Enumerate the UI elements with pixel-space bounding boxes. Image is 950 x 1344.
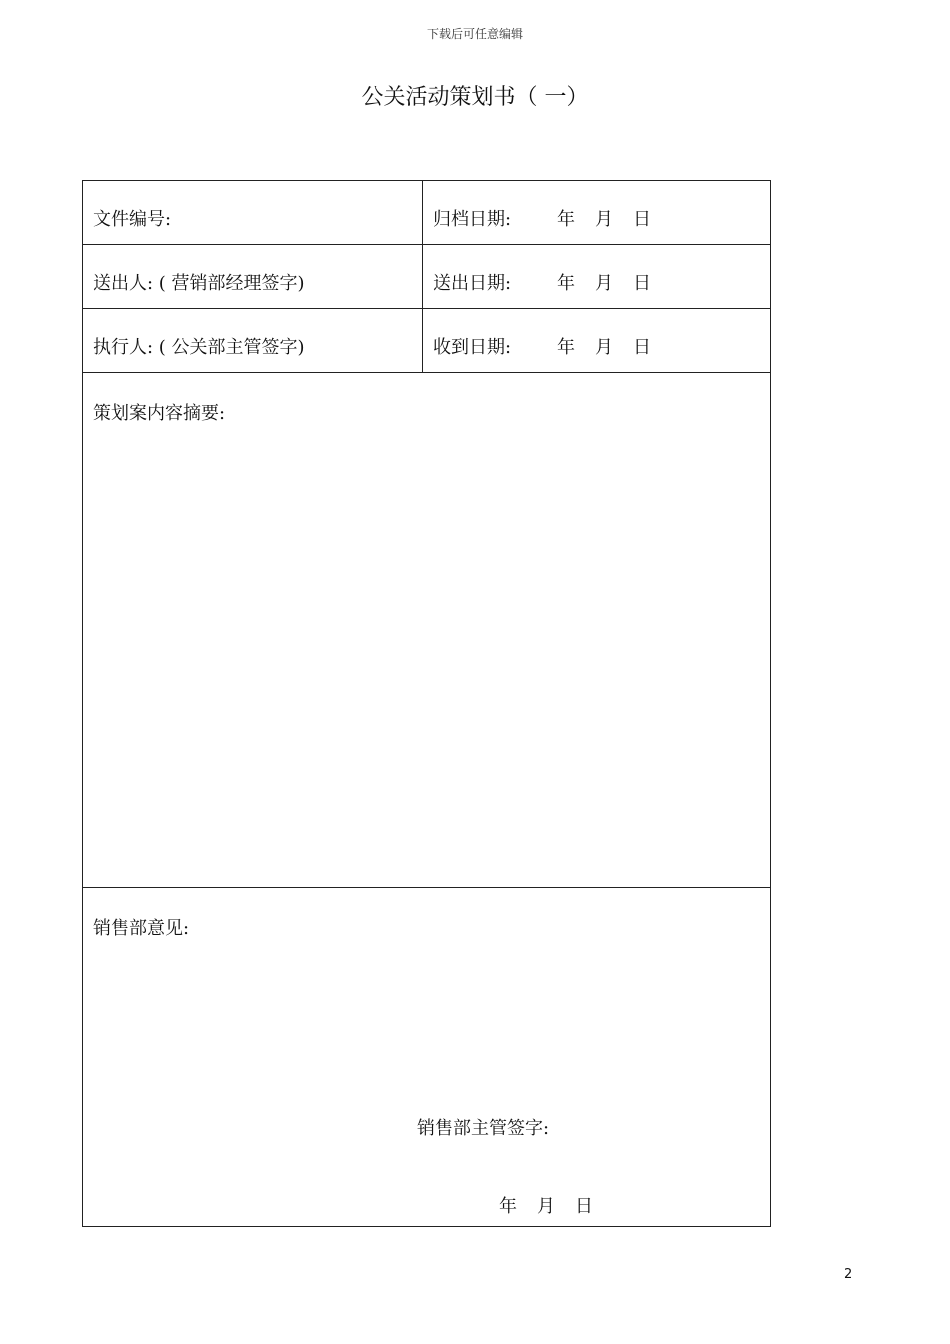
receive-date-label: 收到日期: bbox=[433, 337, 512, 358]
file-number-label: 文件编号: bbox=[93, 209, 172, 230]
receive-date-cell bbox=[423, 309, 770, 372]
summary-section bbox=[83, 373, 770, 888]
executor-label: 执行人: ( 公关部主管签字) bbox=[93, 337, 305, 358]
page-number: 2 bbox=[844, 1267, 853, 1282]
summary-label: 策划案内容摘要: bbox=[93, 403, 226, 424]
day-label: 日 bbox=[633, 273, 651, 294]
send-date-fields bbox=[557, 269, 651, 295]
send-date-cell bbox=[423, 245, 770, 308]
month-label: 月 bbox=[595, 209, 613, 230]
form-row-executor bbox=[83, 309, 770, 373]
receive-date-fields bbox=[557, 333, 651, 359]
year-label: 年 bbox=[499, 1196, 517, 1217]
day-label: 日 bbox=[633, 337, 651, 358]
year-label: 年 bbox=[557, 209, 575, 230]
header-note: 下载后可任意编辑 bbox=[426, 27, 523, 41]
day-label: 日 bbox=[575, 1196, 593, 1217]
file-number-cell bbox=[83, 181, 423, 244]
sales-supervisor-signature-label: 销售部主管签字: bbox=[417, 1118, 550, 1139]
sender-cell bbox=[83, 245, 423, 308]
archive-date-label: 归档日期: bbox=[433, 209, 512, 230]
sender-label: 送出人: ( 营销部经理签字) bbox=[93, 273, 305, 294]
signature-date bbox=[499, 1192, 593, 1218]
form-row-file-number bbox=[83, 181, 770, 245]
planning-form bbox=[82, 180, 771, 1227]
month-label: 月 bbox=[595, 273, 613, 294]
archive-date-fields bbox=[557, 205, 651, 231]
document-title: 公关活动策划书（ 一） bbox=[361, 85, 589, 110]
form-row-sender bbox=[83, 245, 770, 309]
day-label: 日 bbox=[633, 209, 651, 230]
executor-cell bbox=[83, 309, 423, 372]
sales-opinion-label: 销售部意见: bbox=[93, 918, 190, 939]
archive-date-cell bbox=[423, 181, 770, 244]
month-label: 月 bbox=[537, 1196, 555, 1217]
year-label: 年 bbox=[557, 273, 575, 294]
year-label: 年 bbox=[557, 337, 575, 358]
sales-opinion-section bbox=[83, 888, 770, 1228]
send-date-label: 送出日期: bbox=[433, 273, 512, 294]
month-label: 月 bbox=[595, 337, 613, 358]
